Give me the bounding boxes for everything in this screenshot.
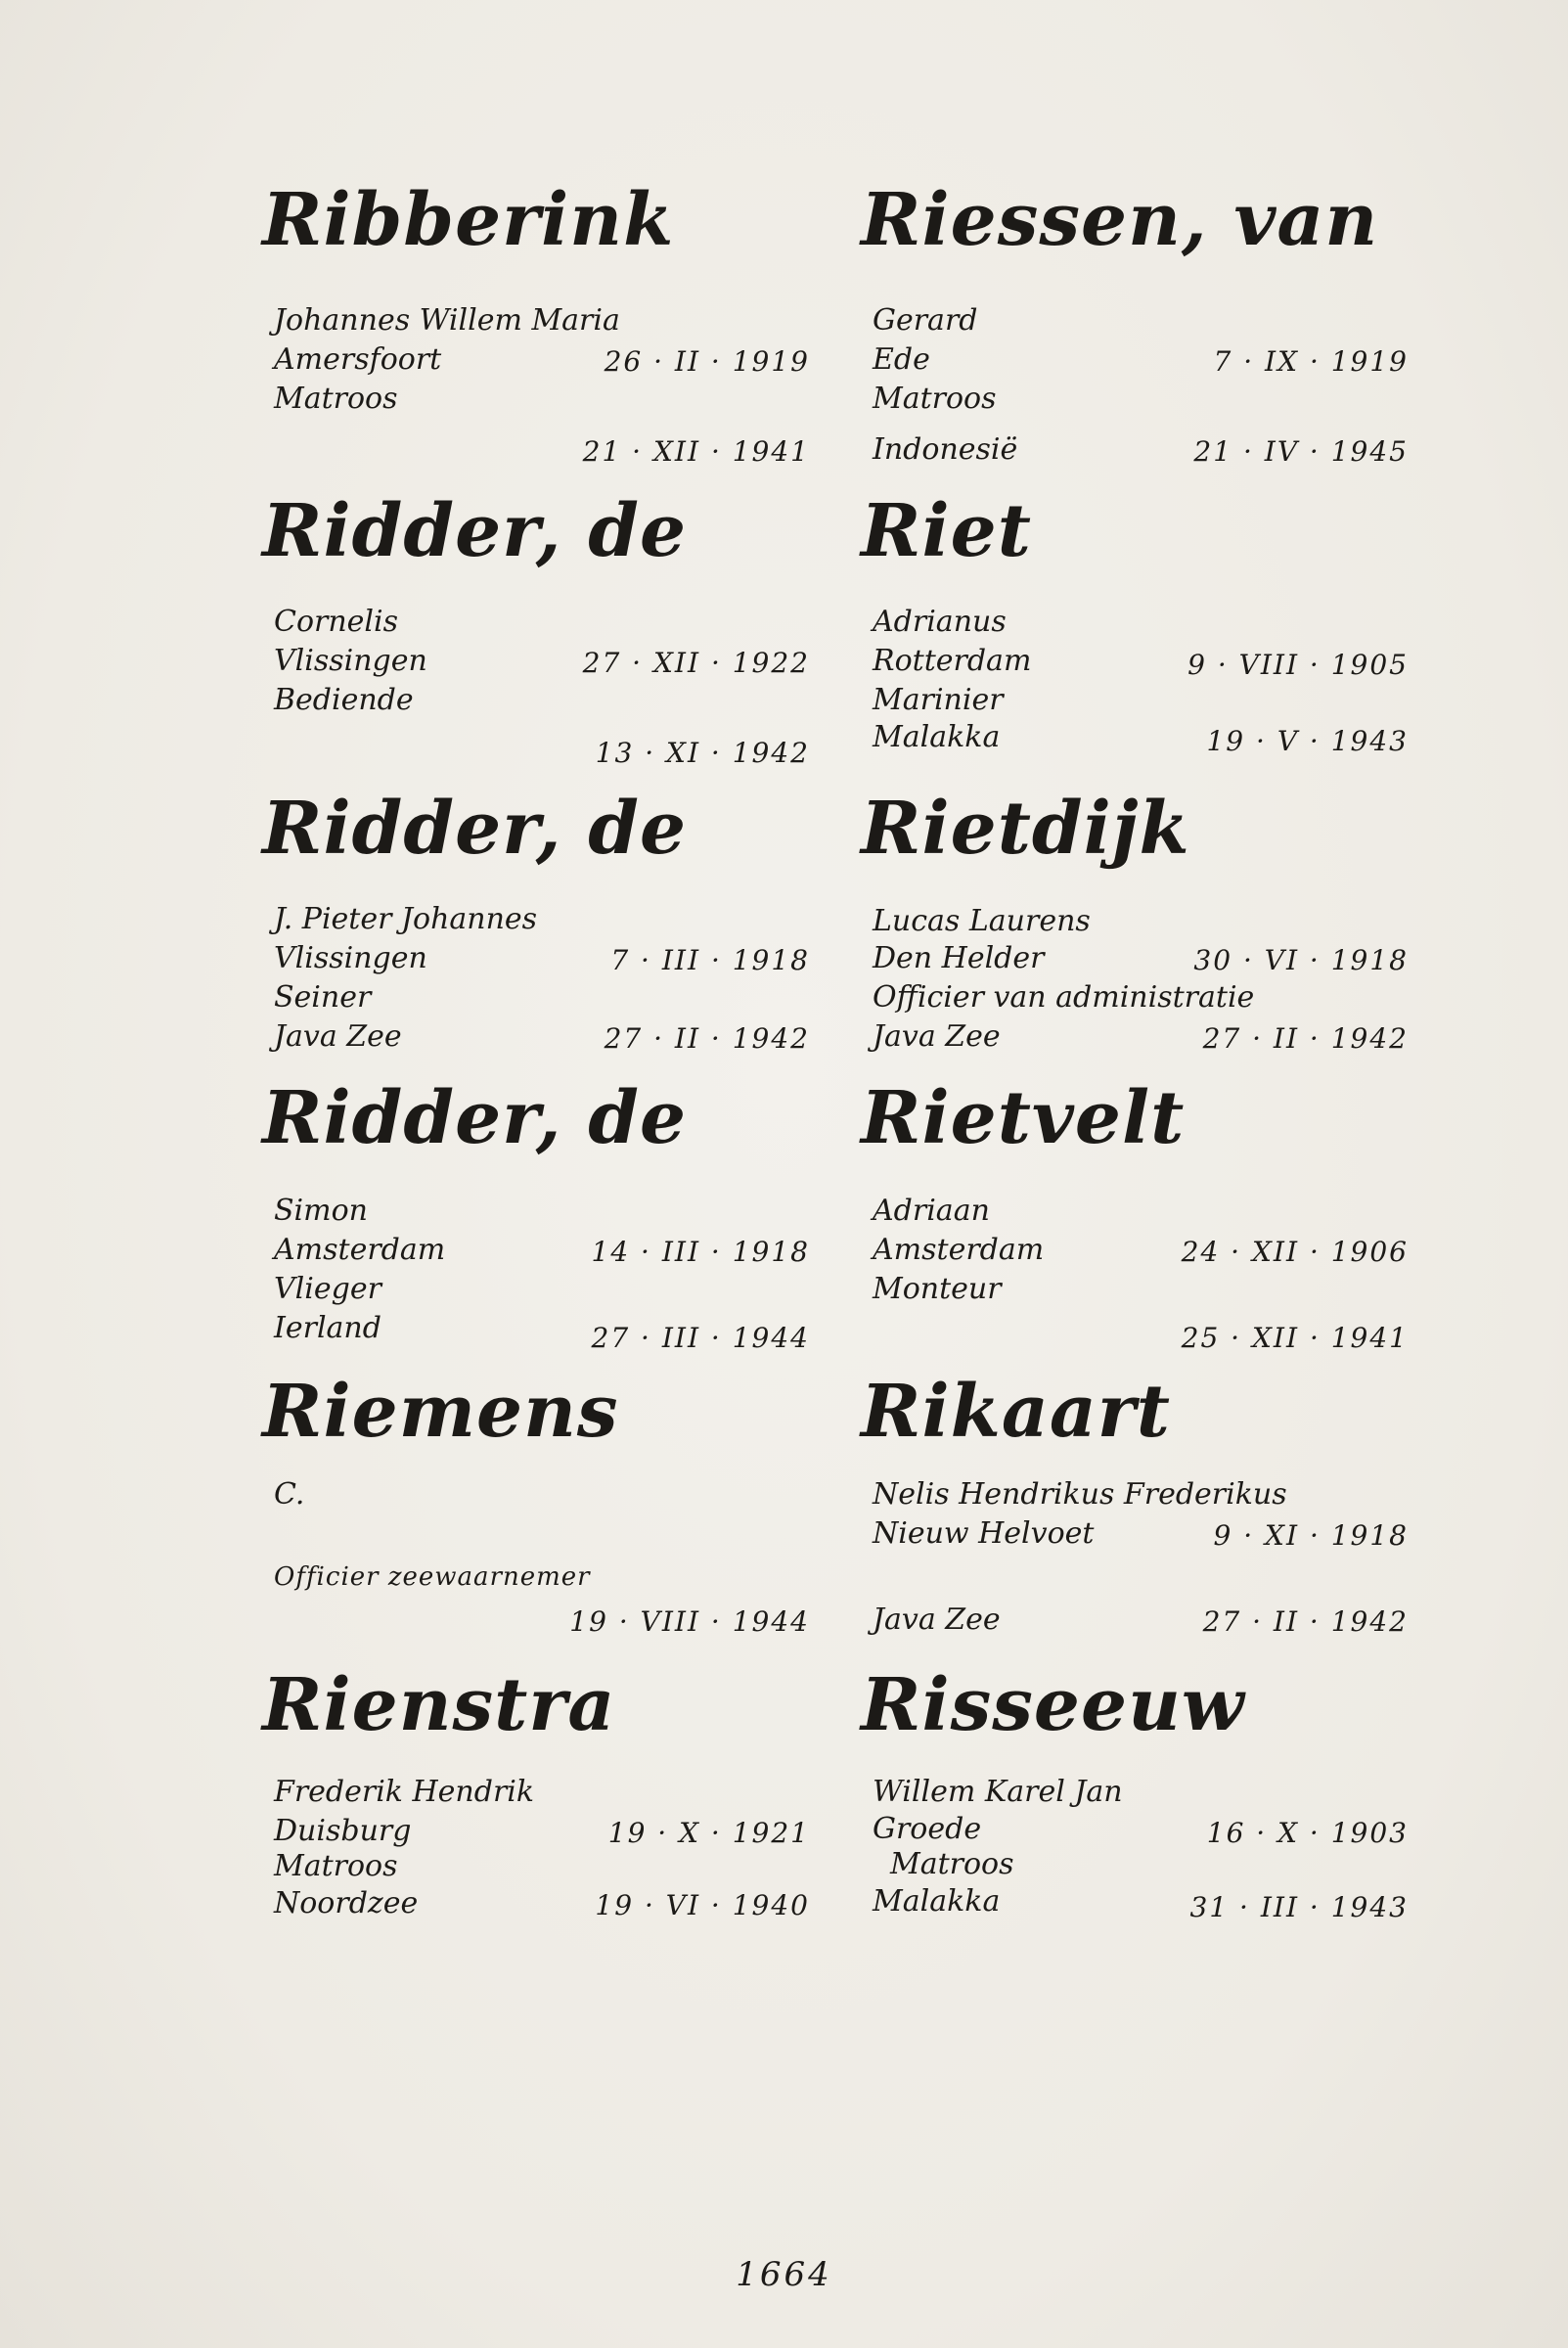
surname: Ridder, de: [262, 489, 688, 573]
surname: Rikaart: [861, 1370, 1171, 1454]
birth-date: 24 · XII · 1906: [1181, 1236, 1409, 1268]
entry-ridder-cornelis: [262, 487, 810, 781]
birth-place: Amsterdam: [274, 1233, 446, 1267]
surname: Ridder, de: [262, 1076, 688, 1160]
surname: Rietdijk: [861, 787, 1190, 871]
given-names: C.: [274, 1477, 305, 1512]
birth-date: 14 · III · 1918: [591, 1236, 810, 1268]
death-place: Noordzee: [274, 1886, 419, 1920]
birth-place: Duisburg: [274, 1814, 412, 1848]
death-date: 19 · V · 1943: [1206, 725, 1409, 757]
rank: Matroos: [890, 1847, 1014, 1881]
birth-date: 9 · VIII · 1905: [1187, 649, 1409, 681]
birth-place: Ede: [873, 342, 930, 377]
death-date: 21 · XII · 1941: [582, 435, 810, 468]
death-date: 27 · II · 1942: [1202, 1605, 1409, 1638]
entry-rienstra: [262, 1661, 810, 1955]
surname: Ribberink: [262, 178, 675, 262]
page-number: 1664: [736, 2255, 832, 2294]
surname: Riet: [861, 489, 1032, 573]
given-names: Simon: [274, 1194, 368, 1228]
entry-ridder-simon: [262, 1074, 810, 1368]
birth-place: Amsterdam: [873, 1233, 1045, 1267]
death-place: Malakka: [873, 720, 1001, 754]
surname: Riessen, van: [861, 178, 1379, 262]
entry-riet: [861, 487, 1409, 781]
birth-date: 26 · II · 1919: [604, 345, 810, 378]
death-place: Java Zee: [274, 1019, 402, 1054]
rank: Seiner: [274, 980, 372, 1015]
rank: Matroos: [873, 382, 997, 416]
entry-rikaart: [861, 1368, 1409, 1661]
rank: Officier van administratie: [873, 980, 1255, 1015]
given-names: Willem Karel Jan: [873, 1775, 1123, 1809]
given-names: Frederik Hendrik: [274, 1775, 535, 1809]
death-date: 19 · VIII · 1944: [569, 1605, 810, 1638]
birth-date: 19 · X · 1921: [607, 1817, 810, 1849]
birth-place: Vlissingen: [274, 644, 427, 678]
entry-riessen: [861, 176, 1409, 470]
birth-place: Groede: [873, 1812, 982, 1846]
rank: Matroos: [274, 1849, 398, 1883]
surname: Risseeuw: [861, 1663, 1245, 1747]
entry-risseeuw: [861, 1661, 1409, 1955]
rank: Officier zeewaarnemer: [274, 1562, 591, 1592]
given-names: Adriaan: [873, 1194, 990, 1228]
death-date: 19 · VI · 1940: [595, 1889, 810, 1921]
death-date: 27 · III · 1944: [591, 1322, 810, 1354]
death-place: Ierland: [274, 1311, 381, 1345]
rank: Matroos: [274, 382, 398, 416]
entry-ridder-pieter: [262, 785, 810, 1078]
rank: Monteur: [873, 1272, 1002, 1306]
death-date: 21 · IV · 1945: [1193, 435, 1409, 468]
birth-place: Den Helder: [873, 941, 1045, 975]
rank: Bediende: [274, 683, 414, 717]
death-date: 27 · II · 1942: [1202, 1022, 1409, 1055]
death-place: Java Zee: [873, 1019, 1001, 1054]
birth-date: 30 · VI · 1918: [1193, 944, 1409, 976]
birth-date: 7 · IX · 1919: [1213, 345, 1409, 378]
surname: Rietvelt: [861, 1076, 1186, 1160]
surname: Riemens: [262, 1370, 619, 1454]
rank: Marinier: [873, 683, 1004, 717]
birth-date: 9 · XI · 1918: [1213, 1519, 1409, 1552]
birth-date: 7 · III · 1918: [610, 944, 810, 976]
given-names: Lucas Laurens: [873, 904, 1091, 938]
death-date: 25 · XII · 1941: [1181, 1322, 1409, 1354]
birth-place: Rotterdam: [873, 644, 1032, 678]
surname: Ridder, de: [262, 787, 688, 871]
death-place: Java Zee: [873, 1603, 1001, 1637]
given-names: Nelis Hendrikus Frederikus: [873, 1477, 1287, 1512]
entry-rietdijk: [861, 785, 1409, 1078]
death-date: 31 · III · 1943: [1189, 1891, 1409, 1923]
given-names: Gerard: [873, 303, 978, 338]
birth-date: 16 · X · 1903: [1206, 1817, 1409, 1849]
given-names: Adrianus: [873, 605, 1007, 639]
birth-date: 27 · XII · 1922: [582, 647, 810, 679]
entry-ribberink: [262, 176, 810, 470]
given-names: J. Pieter Johannes: [274, 902, 538, 936]
death-place: Malakka: [873, 1884, 1001, 1919]
birth-place: Vlissingen: [274, 941, 427, 975]
death-place: Indonesië: [873, 432, 1018, 467]
birth-place: Nieuw Helvoet: [873, 1516, 1095, 1551]
birth-place: Amersfoort: [274, 342, 442, 377]
given-names: Cornelis: [274, 605, 399, 639]
death-date: 27 · II · 1942: [604, 1022, 810, 1055]
rank: Vlieger: [274, 1272, 381, 1306]
death-date: 13 · XI · 1942: [595, 737, 810, 769]
entry-riemens: [262, 1368, 810, 1661]
entry-rietvelt: [861, 1074, 1409, 1368]
given-names: Johannes Willem Maria: [274, 303, 620, 338]
surname: Rienstra: [262, 1663, 616, 1747]
